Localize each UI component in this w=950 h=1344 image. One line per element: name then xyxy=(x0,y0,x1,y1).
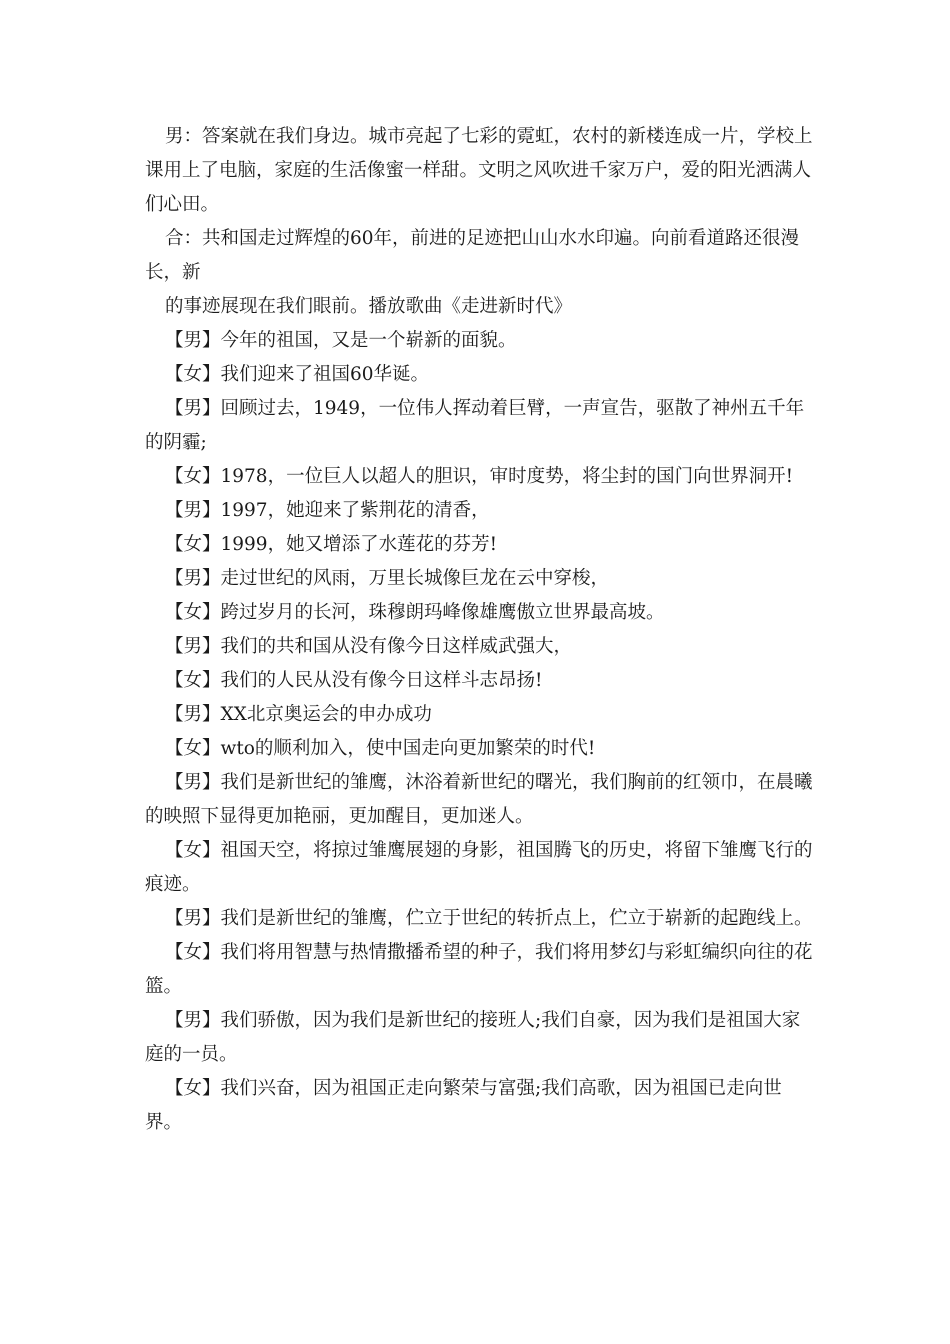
paragraph: 【女】我们兴奋，因为祖国正走向繁荣与富强;我们高歌，因为祖国已走向世界。 xyxy=(145,1078,782,1133)
paragraph: 【女】祖国天空，将掠过雏鹰展翅的身影，祖国腾飞的历史，将留下雏鹰飞行的痕迹。 xyxy=(145,840,813,895)
paragraph: 【女】我们迎来了祖国60华诞。 xyxy=(165,364,430,385)
paragraph: 【男】回顾过去，1949，一位伟人挥动着巨臂，一声宣告，驱散了神州五千年的阴霾; xyxy=(145,398,805,453)
paragraph: 的事迹展现在我们眼前。播放歌曲《走进新时代》 xyxy=(165,296,573,317)
document-body xyxy=(145,120,815,1140)
paragraph: 【女】1999，她又增添了水莲花的芬芳! xyxy=(165,534,498,555)
paragraph: 【女】wto的顺利加入，使中国走向更加繁荣的时代! xyxy=(165,738,596,759)
paragraph: 【女】跨过岁月的长河，珠穆朗玛峰像雄鹰傲立世界最高坡。 xyxy=(165,602,665,623)
paragraph: 【女】我们的人民从没有像今日这样斗志昂扬! xyxy=(165,670,543,691)
paragraph: 【男】我们是新世纪的雏鹰，沐浴着新世纪的曙光，我们胸前的红领巾，在晨曦的映照下显得更加艳丽，更加醒目，更加迷人。 xyxy=(145,772,813,827)
paragraph: 合：共和国走过辉煌的60年，前进的足迹把山山水水印遍。向前看道路还很漫长，新 xyxy=(145,228,800,283)
paragraph: 【男】1997，她迎来了紫荆花的清香， xyxy=(165,500,490,521)
paragraph: 【男】我们的共和国从没有像今日这样威武强大， xyxy=(165,636,573,657)
paragraph: 【女】我们将用智慧与热情撒播希望的种子，我们将用梦幻与彩虹编织向往的花篮。 xyxy=(145,942,813,997)
paragraph: 【女】1978，一位巨人以超人的胆识，审时度势，将尘封的国门向世界洞开! xyxy=(165,466,794,487)
paragraph: 【男】我们是新世纪的雏鹰，伫立于世纪的转折点上，伫立于崭新的起跑线上。 xyxy=(165,908,813,929)
paragraph: 【男】XX北京奥运会的申办成功 xyxy=(165,704,432,725)
paragraph: 男：答案就在我们身边。城市亮起了七彩的霓虹，农村的新楼连成一片，学校上课用上了电脑，家庭的生活像蜜一样甜。文明之风吹进千家万户，爱的阳光洒满人们心田。 xyxy=(145,126,813,215)
paragraph: 【男】走过世纪的风雨，万里长城像巨龙在云中穿梭， xyxy=(165,568,610,589)
paragraph: 【男】我们骄傲，因为我们是新世纪的接班人;我们自豪，因为我们是祖国大家庭的一员。 xyxy=(145,1010,801,1065)
paragraph: 【男】今年的祖国，又是一个崭新的面貌。 xyxy=(165,330,517,351)
